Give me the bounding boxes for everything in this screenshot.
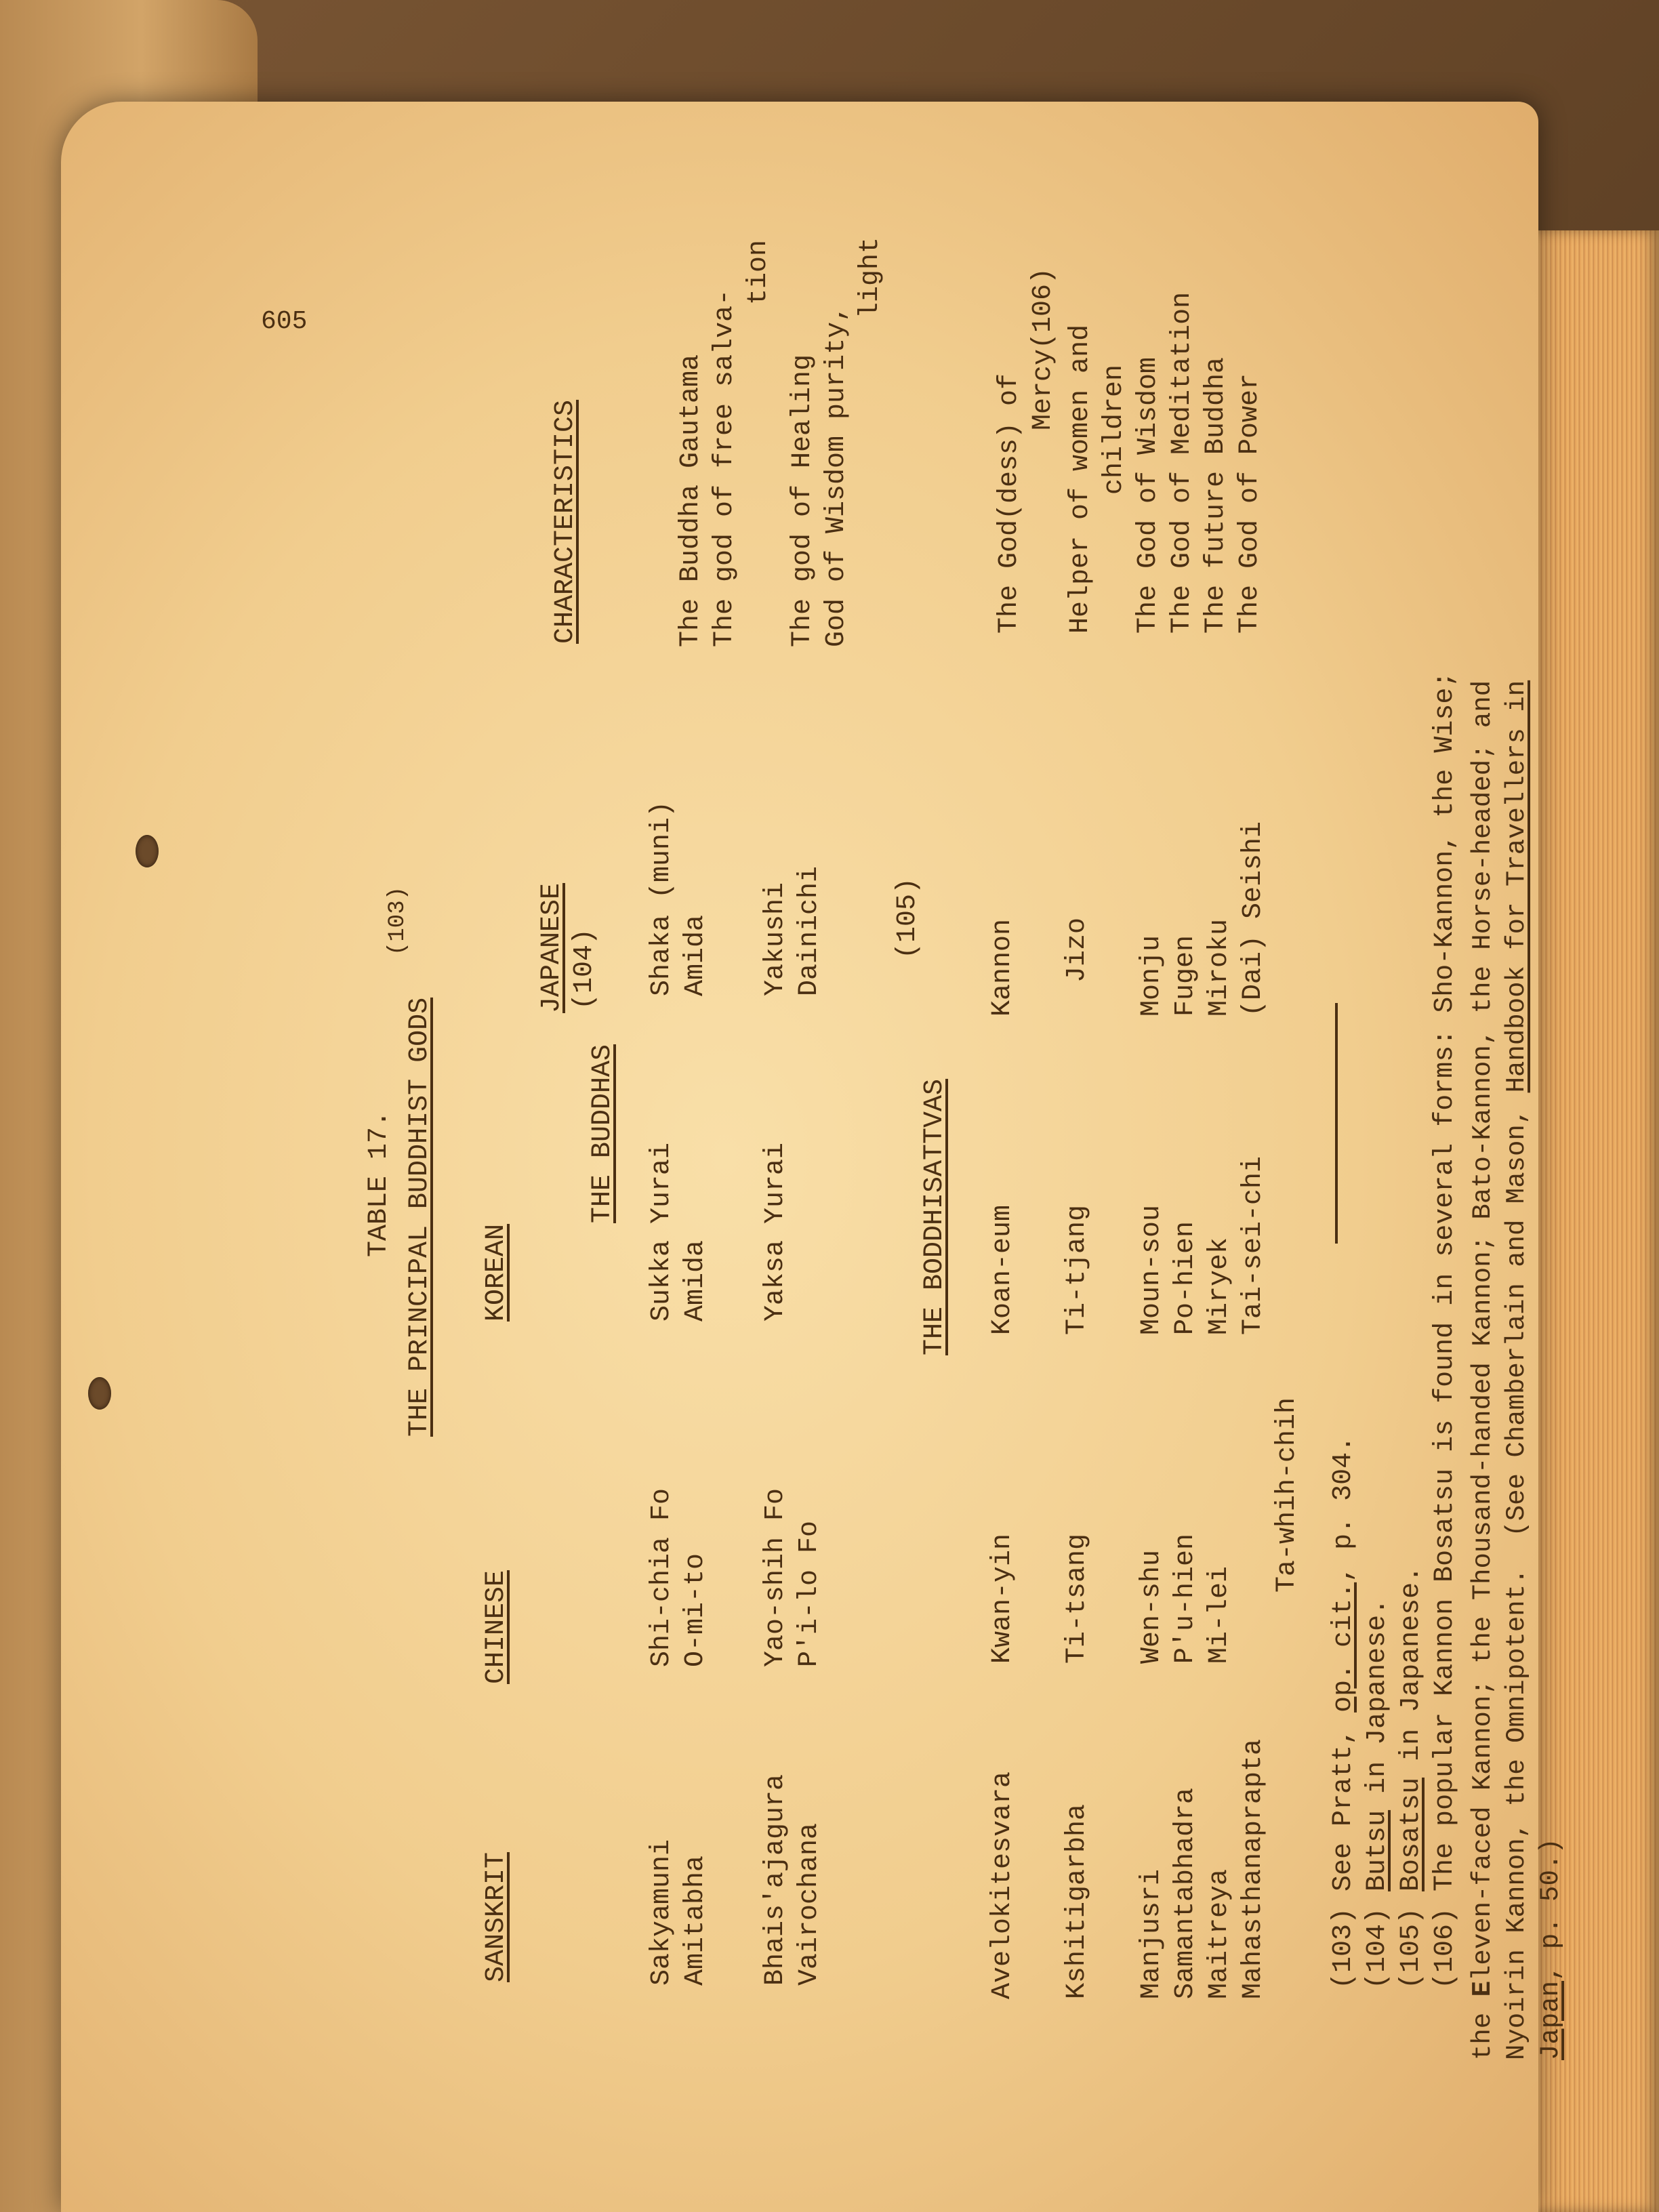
- footnote-106-line-2: the Eleven-faced Kannon; the Thousand-handed Kannon; Bato-Kannon, the Horse-headed; and: [1468, 680, 1498, 2060]
- footnote-104: (104) Butsu in Japanese.: [1362, 1598, 1393, 1989]
- bodhisattva-korean: Moun-sou: [1136, 1204, 1167, 1335]
- buddha-korean: Sukka Yurai: [647, 1142, 677, 1322]
- buddha-sanskrit: Bhais'ajagura: [760, 1774, 791, 1986]
- japanese-footnote-ref: (104): [569, 928, 600, 1010]
- bodhisattva-characteristics: The God of Meditation: [1167, 291, 1197, 634]
- bodhisattva-chinese: Ti-tsang: [1062, 1533, 1092, 1664]
- buddha-characteristics: The god of free salva-: [710, 289, 740, 647]
- bodhisattva-japanese: Monju: [1136, 935, 1167, 1017]
- footnote-103: (103) See Pratt, op. cit., p. 304.: [1328, 1435, 1359, 1989]
- buddha-japanese: Yakushi: [760, 882, 791, 996]
- bodhisattva-korean: Tai-sei-chi: [1238, 1155, 1269, 1335]
- buddha-characteristics-cont: light: [855, 237, 886, 319]
- bodhisattva-korean: Miryek: [1204, 1237, 1235, 1335]
- bodhisattva-sanskrit: Maitreya: [1204, 1868, 1235, 1999]
- column-header-japanese: JAPANESE: [537, 882, 567, 1013]
- bodhisattva-korean: Koan-eum: [987, 1204, 1018, 1335]
- bodhisattva-japanese: Jizo: [1062, 917, 1092, 983]
- bodhisattva-chinese: Kwan-yin: [987, 1533, 1018, 1664]
- bodhisattva-japanese: (Dai) Seishi: [1238, 821, 1269, 1017]
- buddha-japanese: Shaka (muni): [647, 800, 677, 996]
- footnote-106-line-4: Japan, p. 50.): [1536, 1838, 1565, 2060]
- buddha-sanskrit: Vairochana: [794, 1822, 825, 1986]
- buddha-chinese: Shi-chia Fo: [647, 1488, 677, 1667]
- footnote-106-line-3: Nyoirin Kannon, the Omnipotent. (See Chamberlain and Mason, Handbook for Travellers in: [1502, 680, 1532, 2060]
- bodhisattva-sanskrit: Mahasthanaprapta: [1238, 1738, 1269, 1999]
- table-title: THE PRINCIPAL BUDDHIST GODS: [405, 997, 435, 1437]
- bodhisattva-characteristics: The God of Wisdom: [1133, 356, 1164, 634]
- table-number: TABLE 17.: [364, 1110, 394, 1257]
- bodhisattva-chinese: P'u-hien: [1170, 1533, 1201, 1664]
- buddha-chinese: P'i-lo Fo: [794, 1520, 825, 1667]
- bodhisattva-characteristics-cont: Mercy(106): [1028, 267, 1059, 430]
- column-header-korean: KOREAN: [481, 1223, 512, 1322]
- bodhisattva-japanese: Miroku: [1204, 918, 1235, 1017]
- section-title-bodhisattvas: THE BODDHISATTVAS: [920, 1078, 950, 1355]
- bodhisattva-characteristics-cont: children: [1099, 364, 1130, 495]
- buddha-chinese: O-mi-to: [680, 1553, 711, 1667]
- section-title-buddhas: THE BUDDHAS: [588, 1044, 618, 1223]
- binding-hole: [88, 1377, 111, 1410]
- bodhisattva-sanskrit: Kshitigarbha: [1062, 1803, 1092, 1999]
- column-header-chinese: CHINESE: [481, 1570, 512, 1684]
- buddha-characteristics: The god of Healing: [787, 354, 818, 647]
- column-header-sanskrit: SANSKRIT: [481, 1851, 512, 1982]
- bodhisattva-korean: Po-hien: [1170, 1221, 1201, 1335]
- buddha-chinese: Yao-shih Fo: [760, 1488, 791, 1667]
- bodhisattva-japanese: Kannon: [987, 918, 1018, 1017]
- buddha-sanskrit: Sakyamuni: [647, 1839, 677, 1986]
- buddha-characteristics: The Buddha Gautama: [676, 354, 706, 647]
- buddha-japanese: Dainichi: [794, 865, 825, 996]
- bodhisattva-japanese: Fugen: [1170, 935, 1201, 1017]
- footnote-105: (105) Bosatsu in Japanese.: [1396, 1565, 1427, 1989]
- bodhisattva-sanskrit: Avelokitesvara: [987, 1771, 1018, 1999]
- bodhisattva-chinese: Ta-whih-chih: [1272, 1397, 1303, 1593]
- bodhisattva-chinese: Wen-shu: [1136, 1549, 1167, 1664]
- buddha-japanese: Amida: [680, 914, 711, 996]
- bodhisattva-characteristics: The future Buddha: [1201, 356, 1231, 634]
- bodhisattva-characteristics: The God(dess) of: [994, 373, 1025, 634]
- buddha-korean: Yaksa Yurai: [760, 1142, 791, 1322]
- buddha-characteristics-cont: tion: [743, 239, 774, 305]
- bodhisattvas-footnote-ref: (105): [893, 877, 923, 959]
- footnote-106: (106) The popular Kannon Bosatsu is found in several forms: Sho-Kannon, the Wise;: [1430, 671, 1460, 1989]
- bodhisattva-characteristics: The God of Power: [1235, 373, 1265, 634]
- title-footnote-ref: (103): [385, 886, 411, 956]
- bodhisattva-chinese: Mi-lei: [1204, 1565, 1235, 1664]
- buddha-sanskrit: Amitabha: [680, 1855, 711, 1986]
- binding-hole: [136, 835, 159, 867]
- column-header-characteristics: CHARACTERISTICS: [550, 399, 581, 644]
- bodhisattva-characteristics: Helper of women and: [1065, 324, 1096, 634]
- buddha-korean: Amida: [680, 1240, 711, 1322]
- page-number: 605: [261, 307, 308, 336]
- bodhisattva-korean: Ti-tjang: [1062, 1204, 1092, 1335]
- bodhisattva-sanskrit: Manjusri: [1136, 1868, 1167, 1999]
- buddha-characteristics: God of Wisdom purity,: [821, 305, 852, 647]
- bodhisattva-sanskrit: Samantabhadra: [1170, 1787, 1201, 1999]
